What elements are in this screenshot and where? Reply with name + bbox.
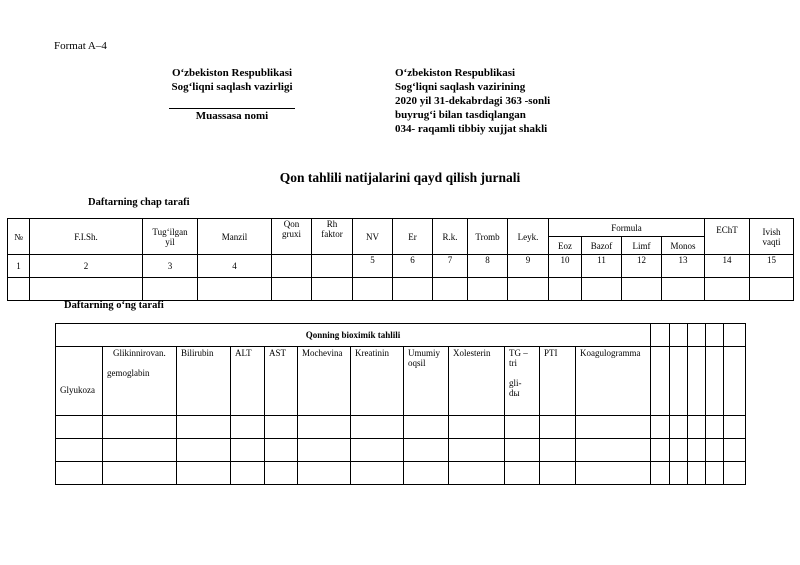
col-number-cell: 11 [582, 255, 622, 278]
header-right-line1: O‘zbekiston Respublikasi [395, 67, 516, 79]
header-left [150, 66, 314, 123]
empty-cell[interactable] [198, 278, 272, 301]
col-rh-factor: Rh faktor [312, 219, 353, 255]
table-row [56, 439, 746, 462]
col-limf: Limf [622, 237, 662, 255]
institution-label: Muassasa nomi [195, 110, 269, 122]
col-number-cell: 14 [705, 255, 750, 278]
col-nv: NV [353, 219, 393, 255]
empty-cell[interactable] [576, 439, 651, 462]
empty-cell[interactable] [706, 416, 724, 439]
empty-cell[interactable] [505, 416, 540, 439]
column-number-row [8, 255, 794, 278]
col-tromb: Tromb [468, 219, 508, 255]
empty-cell[interactable] [351, 462, 404, 485]
col-number-cell: 12 [622, 255, 662, 278]
empty-cell[interactable] [449, 416, 505, 439]
empty-cell [670, 347, 688, 416]
empty-cell[interactable] [143, 278, 198, 301]
empty-cell [651, 324, 670, 347]
col-number-cell: 9 [508, 255, 549, 278]
empty-cell[interactable] [651, 462, 670, 485]
empty-cell[interactable] [706, 439, 724, 462]
col-number-cell: 3 [143, 255, 198, 278]
col-fish: F.I.Sh. [30, 219, 143, 255]
empty-cell[interactable] [540, 439, 576, 462]
empty-cell [688, 347, 706, 416]
col-glyukoza: Glyukoza [56, 347, 103, 416]
col-echt: EChT [705, 219, 750, 255]
header-right-line5: 034- raqamli tibbiy xujjat shakli [395, 123, 548, 135]
format-label: Format A–4 [54, 40, 107, 52]
col-pti: PTI [540, 347, 576, 416]
col-birth-year: Tug‘ilgan yil [143, 219, 198, 255]
col-monos: Monos [662, 237, 705, 255]
col-bilirubin: Bilirubin [177, 347, 231, 416]
empty-cell[interactable] [582, 278, 622, 301]
col-alt: ALT [231, 347, 265, 416]
col-number-cell [272, 255, 312, 278]
empty-cell[interactable] [724, 416, 746, 439]
empty-cell[interactable] [103, 416, 177, 439]
col-number-cell: 4 [198, 255, 272, 278]
empty-cell[interactable] [670, 439, 688, 462]
left-side-label: Daftarning chap tarafi [88, 197, 190, 208]
col-koagulogramma: Koagulogramma [576, 347, 651, 416]
empty-cell[interactable] [298, 439, 351, 462]
empty-cell[interactable] [393, 278, 433, 301]
col-bazof: Bazof [582, 237, 622, 255]
table-row [56, 462, 746, 485]
col-kreatinin: Kreatinin [351, 347, 404, 416]
empty-cell[interactable] [231, 439, 265, 462]
journal-table-left [7, 218, 794, 301]
page-title: Qon tahlili natijalarini qayd qilish jurnali [279, 170, 521, 185]
col-number-cell: 13 [662, 255, 705, 278]
empty-cell[interactable] [505, 462, 540, 485]
empty-cell[interactable] [750, 278, 794, 301]
empty-cell[interactable] [688, 439, 706, 462]
empty-cell[interactable] [662, 278, 705, 301]
empty-cell[interactable] [265, 439, 298, 462]
empty-cell[interactable] [449, 439, 505, 462]
empty-cell[interactable] [351, 439, 404, 462]
empty-cell[interactable] [298, 462, 351, 485]
col-number-cell: 10 [549, 255, 582, 278]
empty-cell[interactable] [508, 278, 549, 301]
col-blood-group: Qon gruxi [272, 219, 312, 255]
empty-cell[interactable] [706, 462, 724, 485]
empty-cell[interactable] [56, 462, 103, 485]
empty-cell[interactable] [670, 416, 688, 439]
empty-cell[interactable] [576, 462, 651, 485]
header-left-line2: Sog‘liqni saqlash vazirligi [171, 81, 293, 93]
empty-cell[interactable] [272, 278, 312, 301]
empty-cell [651, 347, 670, 416]
empty-cell[interactable] [404, 439, 449, 462]
empty-cell[interactable] [724, 439, 746, 462]
col-number-cell: 5 [353, 255, 393, 278]
empty-cell[interactable] [404, 462, 449, 485]
institution-name-line [169, 100, 295, 109]
table-row [8, 278, 794, 301]
header-left-line1: O‘zbekiston Respublikasi [171, 67, 293, 79]
empty-cell[interactable] [231, 462, 265, 485]
header-right-line3: 2020 yil 31-dekabrdagi 363 -sonli [395, 95, 551, 107]
empty-cell [724, 347, 746, 416]
right-side-label: Daftarning o‘ng tarafi [64, 300, 164, 311]
col-mochevina: Mochevina [298, 347, 351, 416]
biochemistry-table-right [55, 323, 746, 485]
biochemistry-title: Qonning bioximik tahlili [56, 324, 651, 347]
empty-cell[interactable] [312, 278, 353, 301]
col-xolesterin: Xolesterin [449, 347, 505, 416]
col-formula: Formula [549, 219, 705, 237]
empty-cell[interactable] [540, 416, 576, 439]
empty-cell[interactable] [56, 439, 103, 462]
empty-cell[interactable] [56, 416, 103, 439]
col-eoz: Eoz [549, 237, 582, 255]
header-right-line4: buyrug‘i bilan tasdiqlangan [395, 109, 526, 121]
col-number-cell: 1 [8, 255, 30, 278]
empty-cell[interactable] [688, 416, 706, 439]
empty-cell[interactable] [670, 462, 688, 485]
header-right [395, 66, 550, 136]
empty-cell[interactable] [298, 416, 351, 439]
empty-cell[interactable] [30, 278, 143, 301]
empty-cell [706, 347, 724, 416]
col-ast: AST [265, 347, 298, 416]
empty-cell [724, 324, 746, 347]
empty-cell[interactable] [651, 416, 670, 439]
empty-cell[interactable] [505, 439, 540, 462]
table-row [56, 416, 746, 439]
col-number-cell: 6 [393, 255, 433, 278]
empty-cell [670, 324, 688, 347]
col-number-cell: 15 [750, 255, 794, 278]
empty-cell[interactable] [622, 278, 662, 301]
empty-cell[interactable] [103, 439, 177, 462]
col-number-cell: 7 [433, 255, 468, 278]
col-leyk: Leyk. [508, 219, 549, 255]
empty-cell[interactable] [724, 462, 746, 485]
empty-cell[interactable] [177, 416, 231, 439]
empty-cell[interactable] [265, 416, 298, 439]
col-no: № [8, 219, 30, 255]
col-address: Manzil [198, 219, 272, 255]
empty-cell[interactable] [177, 462, 231, 485]
col-total-protein: Umumiy oqsil [404, 347, 449, 416]
col-er: Er [393, 219, 433, 255]
empty-cell[interactable] [651, 439, 670, 462]
col-number-cell: 2 [30, 255, 143, 278]
empty-cell[interactable] [353, 278, 393, 301]
empty-cell[interactable] [540, 462, 576, 485]
empty-cell [706, 324, 724, 347]
header-right-line2: Sog‘liqni saqlash vazirining [395, 81, 526, 93]
empty-cell[interactable] [177, 439, 231, 462]
col-triglycerides: TG – tri gli- dы [505, 347, 540, 416]
empty-cell[interactable] [433, 278, 468, 301]
col-clotting-time: Ivish vaqti [750, 219, 794, 255]
empty-cell[interactable] [404, 416, 449, 439]
empty-cell[interactable] [705, 278, 750, 301]
empty-cell[interactable] [351, 416, 404, 439]
empty-cell[interactable] [549, 278, 582, 301]
empty-cell[interactable] [103, 462, 177, 485]
empty-cell[interactable] [8, 278, 30, 301]
empty-cell[interactable] [265, 462, 298, 485]
empty-cell[interactable] [468, 278, 508, 301]
empty-cell[interactable] [449, 462, 505, 485]
col-number-cell: 8 [468, 255, 508, 278]
empty-cell [688, 324, 706, 347]
empty-cell[interactable] [688, 462, 706, 485]
empty-cell[interactable] [576, 416, 651, 439]
col-glycated-hemoglobin: Glikinnirovan. gemoglabin [103, 347, 177, 416]
empty-cell[interactable] [231, 416, 265, 439]
col-number-cell [312, 255, 353, 278]
col-rk: R.k. [433, 219, 468, 255]
